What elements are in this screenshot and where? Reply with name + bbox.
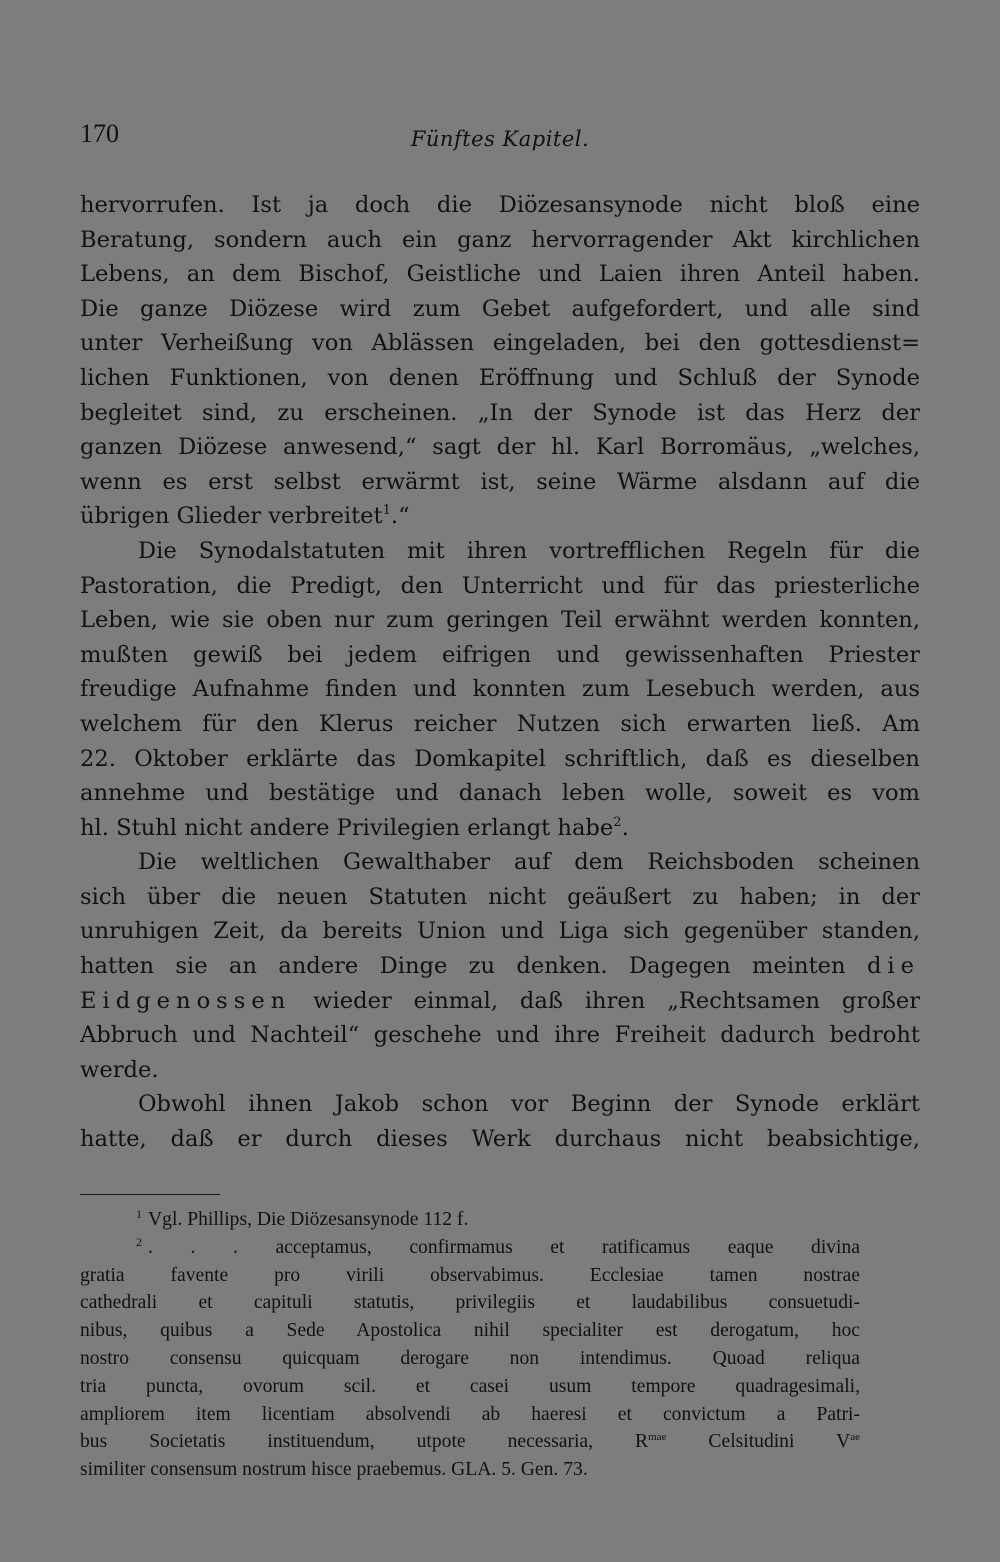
text-line: begleitet sind, zu erscheinen. „In der Synode ist das Herz der (80, 399, 920, 426)
text-line: Lebens, an dem Bischof, Geistliche und Laien ihren Anteil haben. (80, 261, 920, 288)
footnote-text: Celsitudini V (666, 1431, 851, 1453)
text-line: freudige Aufnahme finden und konnten zum Lesebuch werden, aus (80, 676, 920, 703)
text-line: unter Verheißung von Ablässen eingeladen, bei den gottesdienst= (80, 330, 920, 357)
text-line: Abbruch und Nachteil“ geschehe und ihre Freiheit dadurch bedroht (80, 1022, 920, 1049)
footnote-1 (80, 1206, 860, 1234)
superscript-mae: mae (648, 1431, 667, 1444)
text-line: sich über die neuen Statuten nicht geäußert zu haben; in der (80, 883, 920, 910)
footnote-2-line: ampliorem item licentiam absolvendi ab haeresi et convictum a Patri- (80, 1403, 860, 1425)
footnote-text: Vgl. Phillips, Die Diözesansynode 112 f. (148, 1209, 469, 1230)
text-line: Beratung, sondern auch ein ganz hervorragender Akt kirchlichen (80, 226, 920, 253)
text-line-content: hl. Stuhl nicht andere Privilegien erlangt habe (80, 814, 614, 841)
text-line: werde. (80, 1056, 159, 1083)
body-text (80, 188, 920, 1157)
footnote-text: . . . acceptamus, confirmamus et ratificamus eaque divina (148, 1236, 860, 1258)
text-line: Leben, wie sie oben nur zum geringen Teil erwähnt werden konnten, (80, 607, 920, 634)
text-line-content: wieder einmal, daß ihren „Rechtsamen großer (313, 987, 920, 1014)
text-line (80, 949, 920, 984)
text-line: mußten gewiß bei jedem eifrigen und gewissenhaften Priester (80, 641, 920, 668)
footnote-text: bus Societatis instituendum, utpote necessaria, R (80, 1431, 649, 1453)
text-line: unruhigen Zeit, da bereits Union und Liga sich gegenüber standen, (80, 918, 920, 945)
text-line (80, 499, 920, 534)
text-line: Obwohl ihnen Jakob schon vor Beginn der Synode erklärt (138, 1091, 920, 1118)
spaced-emphasis: die (866, 953, 920, 980)
text-line-tail: . (621, 814, 629, 841)
footnote-marker: 2 (136, 1234, 142, 1249)
footnote-2-line: nostro consensu quicquam derogare non intendimus. Quoad reliqua (80, 1347, 860, 1369)
footnote-2-line: nibus, quibus a Sede Apostolica nihil specialiter est derogatum, hoc (80, 1320, 860, 1342)
text-line: Die ganze Diözese wird zum Gebet aufgefordert, und alle sind (80, 295, 920, 322)
text-line: annehme und bestätige und danach leben wolle, soweit es vom (80, 780, 920, 807)
spaced-emphasis: Eidgenossen (80, 987, 292, 1014)
text-line: ganzen Diözese anwesend,“ sagt der hl. Karl Borromäus, „welches, (80, 434, 920, 461)
text-line: welchem für den Klerus reicher Nutzen sich erwarten ließ. Am (80, 710, 920, 737)
page-number: 170 (80, 119, 119, 148)
text-line: hervorrufen. Ist ja doch die Diözesansynode nicht bloß eine (80, 192, 920, 218)
footnote-rule (80, 1194, 220, 1195)
text-line: Die weltlichen Gewalthaber auf dem Reichsboden scheinen (138, 849, 920, 876)
text-line: wenn es erst selbst erwärmt ist, seine Wärme alsdann auf die (80, 468, 920, 495)
text-line-content: hatten sie an andere Dinge zu denken. Dagegen meinten (80, 953, 867, 980)
footnote-2-line: gratia favente pro virili observabimus. Ecclesiae tamen nostrae (80, 1264, 860, 1286)
text-line-content: übrigen Glieder verbreitet (80, 503, 383, 530)
superscript-ae: ae (850, 1431, 860, 1444)
text-line (80, 811, 920, 846)
text-line: lichen Funktionen, von denen Eröffnung und Schluß der Synode (80, 364, 920, 391)
footnote-marker: 1 (136, 1207, 142, 1221)
footnotes (80, 1206, 860, 1484)
text-line-tail: .“ (390, 503, 410, 530)
footnote-2-line: similiter consensum nostrum hisce praebemus. GLA. 5. Gen. 73. (80, 1459, 588, 1481)
footnote-ref-2: 2 (613, 814, 622, 830)
text-line: Pastoration, die Predigt, den Unterricht und für das priesterliche (80, 572, 920, 599)
text-line (80, 984, 920, 1019)
footnote-ref-1: 1 (382, 503, 391, 519)
footnote-2-line: cathedrali et capituli statutis, privilegiis et laudabilibus consuetudi- (80, 1292, 860, 1314)
footnote-2-line (80, 1234, 860, 1262)
text-line: hatte, daß er durch dieses Werk durchaus nicht beabsichtige, (80, 1126, 920, 1153)
footnote-2-line: tria puncta, ovorum scil. et casei usum tempore quadragesimali, (80, 1375, 860, 1397)
text-line: Die Synodalstatuten mit ihren vortrefflichen Regeln für die (138, 537, 920, 564)
footnote-2-line (80, 1428, 860, 1456)
running-head: Fünftes Kapitel. (410, 127, 590, 151)
text-line: 22. Oktober erklärte das Domkapitel schriftlich, daß es dieselben (80, 745, 920, 772)
